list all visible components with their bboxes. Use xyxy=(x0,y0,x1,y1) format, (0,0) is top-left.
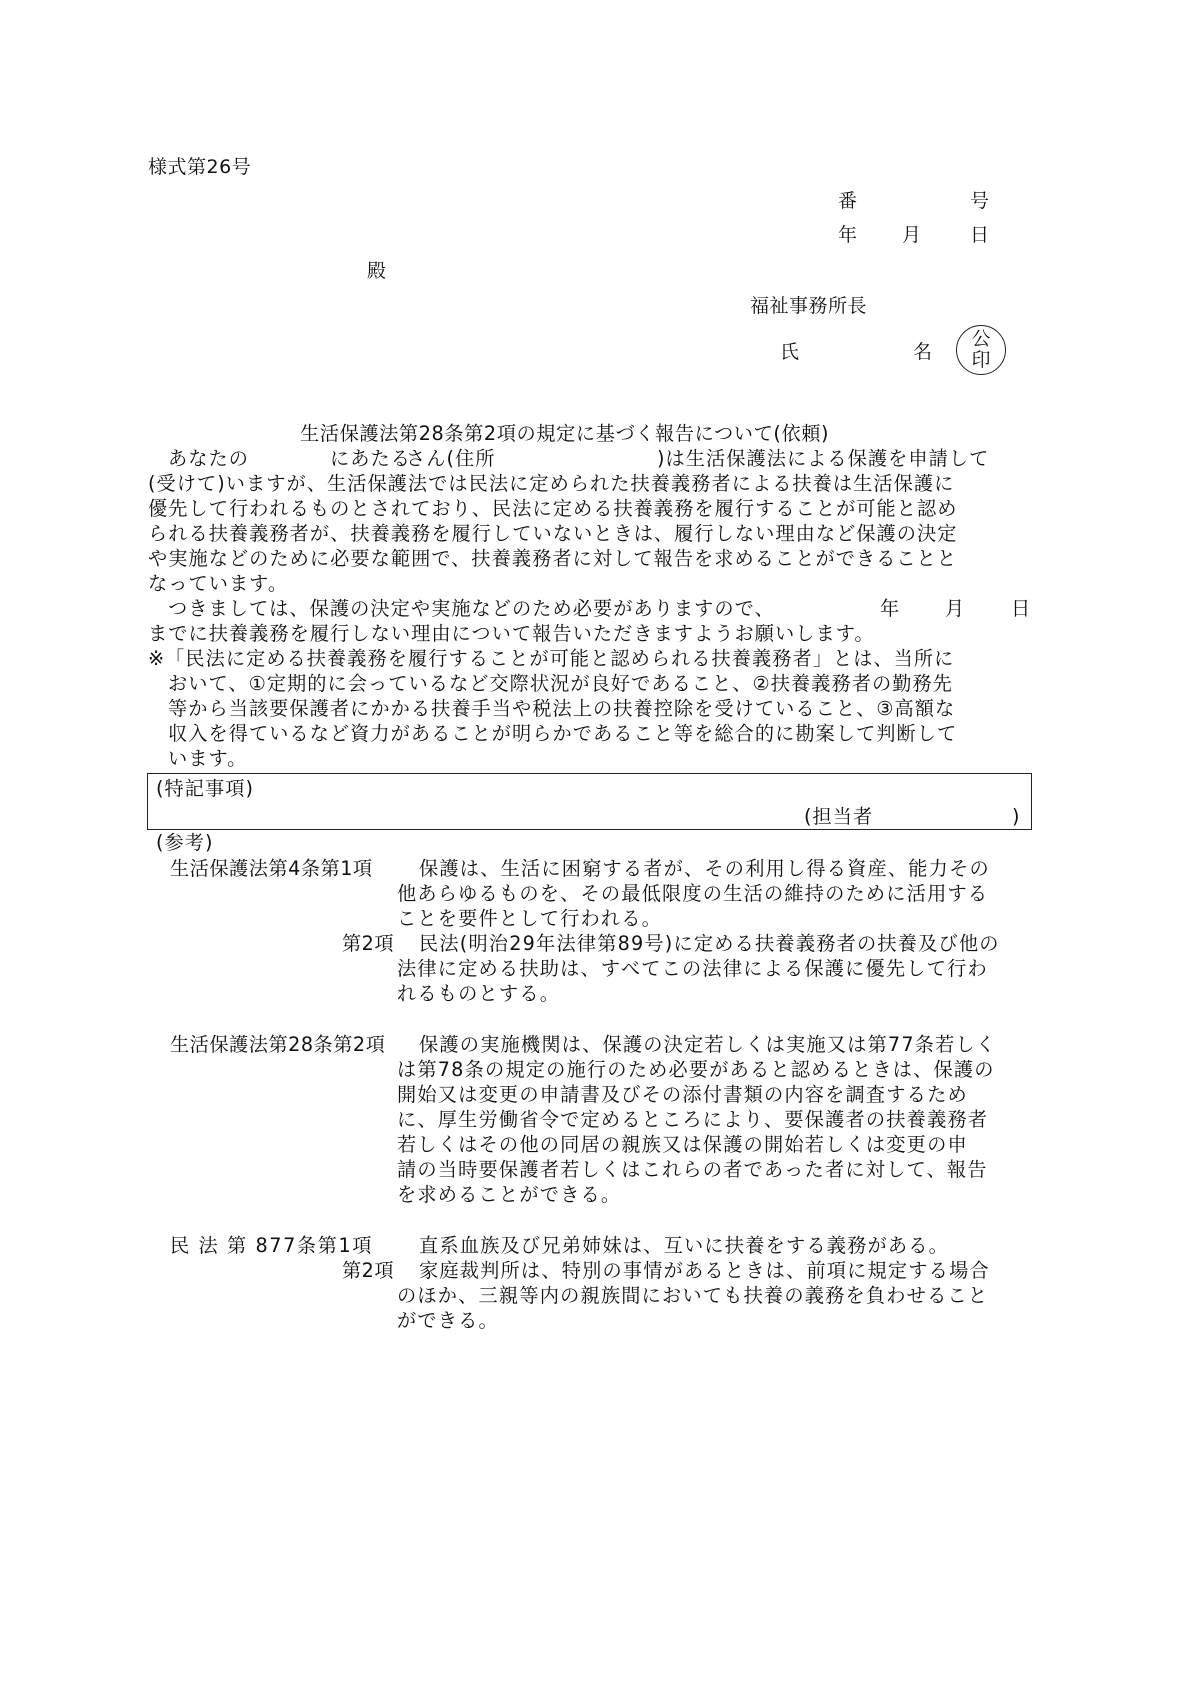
note-line-4: 収入を得ているなど資力があることが明らかであること等を総合的に勘案して判断して xyxy=(168,722,958,745)
date-year-label: 年 xyxy=(838,224,858,246)
ref-art4-p2-line2: 法律に定める扶助は、すべてこの法律による保護に優先して行わ xyxy=(397,957,988,980)
note-line-3: 等から当該要保護者にかかる扶養手当や税法上の扶養控除を受けていること、③高額な xyxy=(168,697,956,720)
seal-char-bottom: 印 xyxy=(971,349,991,371)
staff-close: ) xyxy=(1012,805,1021,828)
body-line-1c: さん(住所 xyxy=(406,447,496,470)
document-number-suffix: 号 xyxy=(970,190,990,212)
body-line-6: なっています。 xyxy=(148,572,289,595)
body-line-7: つきましては、保護の決定や実施などのため必要がありますので、 xyxy=(168,597,775,620)
ref-civil-p2-line2: のほか、三親等内の親族間においても扶養の義務を負わせること xyxy=(397,1284,989,1307)
body-line-8: までに扶養義務を履行しない理由について報告いただきますようお願いします。 xyxy=(148,622,875,645)
ref-art4-p2-label: 第2項 xyxy=(342,932,395,955)
ref-art28-line5: 若しくはその他の同居の親族又は保護の開始若しくは変更の申 xyxy=(397,1133,968,1156)
document-number-label: 番 xyxy=(838,190,858,212)
ref-art28-label: 生活保護法第28条第2項 xyxy=(170,1033,386,1056)
ref-civil-p2-line1: 家庭裁判所は、特別の事情があるときは、前項に規定する場合 xyxy=(419,1259,990,1282)
ref-civil-label: 民 法 第 877条第1項 xyxy=(170,1234,374,1257)
special-notes-box xyxy=(147,773,1032,830)
note-line-2: おいて、①定期的に会っているなど交際状況が良好であること、②扶養義務者の勤務先 xyxy=(168,672,953,695)
date-month-label: 月 xyxy=(902,224,922,246)
body-line-1b: にあたる xyxy=(330,447,411,470)
form-number: 様式第26号 xyxy=(148,156,252,178)
name-label-first: 氏 xyxy=(780,341,800,363)
ref-art4-p1-line2: 他あらゆるものを、その最低限度の生活の維持のために活用する xyxy=(397,882,989,905)
reply-year-label: 年 xyxy=(880,597,901,620)
reply-month-label: 月 xyxy=(945,597,966,620)
note-line-1: ※「民法に定める扶養義務を履行することが可能と認められる扶養義務者」とは、当所に xyxy=(148,647,955,670)
staff-label: (担当者 xyxy=(804,805,874,828)
body-line-3: 優先して行われるものとされており、民法に定める扶養義務を履行することが可能と認め xyxy=(148,497,958,520)
office-title: 福祉事務所長 xyxy=(750,295,868,317)
name-label-second: 名 xyxy=(913,341,933,363)
addressee-honorific: 殿 xyxy=(367,260,387,282)
ref-civil-p2-label: 第2項 xyxy=(342,1259,395,1282)
ref-art4-label: 生活保護法第4条第1項 xyxy=(170,857,373,880)
ref-art28-line6: 請の当時要保護者若しくはこれらの者であった者に対して、報告 xyxy=(397,1158,988,1181)
seal-char-top: 公 xyxy=(971,328,991,350)
date-day-label: 日 xyxy=(970,224,990,246)
special-notes-label: (特記事項) xyxy=(156,777,255,800)
official-seal-stamp xyxy=(956,325,1006,375)
ref-art28-line1: 保護の実施機関は、保護の決定若しくは実施又は第77条若しく xyxy=(419,1033,997,1056)
ref-civil-p1: 直系血族及び兄弟姉妹は、互いに扶養をする義務がある。 xyxy=(419,1234,950,1257)
document-title: 生活保護法第28条第2項の規定に基づく報告について(依頼) xyxy=(300,422,830,445)
ref-art28-line4: に、厚生労働省令で定めるところにより、要保護者の扶養義務者 xyxy=(397,1108,989,1131)
ref-art28-line3: 開始又は変更の申請書及びその添付書類の内容を調査するため xyxy=(397,1083,968,1106)
ref-art4-p1-line3: ことを要件として行われる。 xyxy=(397,907,663,930)
ref-art4-p1-line1: 保護は、生活に困窮する者が、その利用し得る資産、能力その xyxy=(419,857,990,880)
body-line-4: られる扶養義務者が、扶養義務を履行していないときは、履行しない理由など保護の決定 xyxy=(148,522,958,545)
reply-day-label: 日 xyxy=(1011,597,1032,620)
ref-art28-line7: を求めることができる。 xyxy=(397,1183,622,1206)
body-line-5: や実施などのために必要な範囲で、扶養義務者に対して報告を求めることができることと xyxy=(148,547,958,570)
ref-art28-line2: は第78条の規定の施行のため必要があると認めるときは、保護の xyxy=(397,1058,995,1081)
reference-label: (参考) xyxy=(156,831,214,854)
body-line-2: (受けて)いますが、生活保護法では民法に定められた扶養義務者による扶養は生活保護に xyxy=(148,472,955,495)
body-line-1a: あなたの xyxy=(168,447,249,470)
body-line-1d: )は生活保護法による保護を申請して xyxy=(657,447,990,470)
note-line-5: います。 xyxy=(168,747,248,770)
ref-art4-p2-line3: れるものとする。 xyxy=(397,982,561,1005)
ref-art4-p2-line1: 民法(明治29年法律第89号)に定める扶養義務者の扶養及び他の xyxy=(419,932,1000,955)
ref-civil-p2-line3: ができる。 xyxy=(397,1309,499,1332)
